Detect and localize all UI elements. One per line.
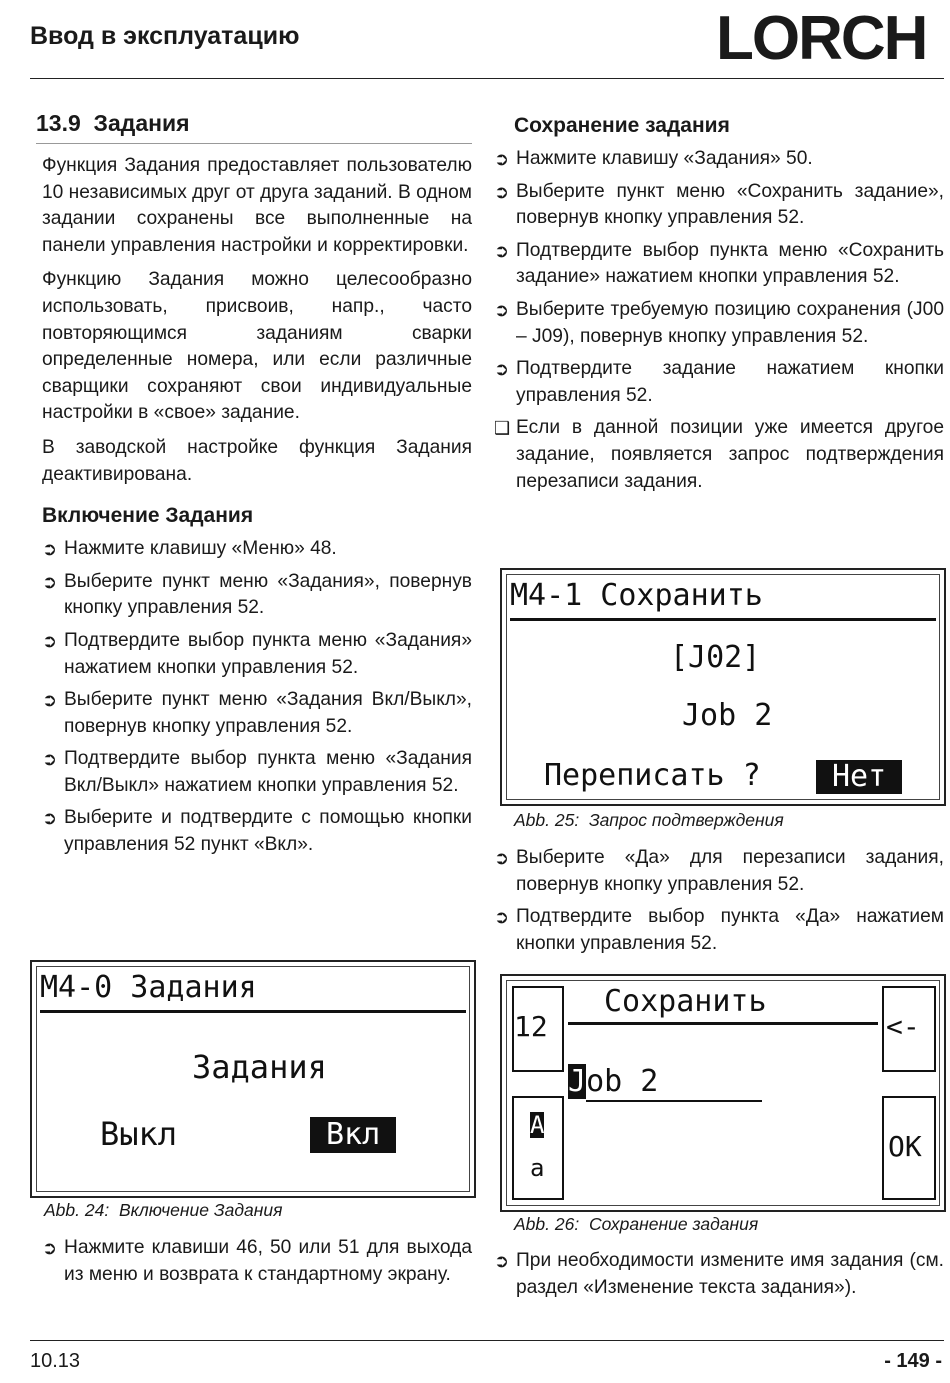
intro-paragraph: В заводской настройке функция Задания деактивирована. <box>42 436 472 485</box>
right-steps-2 <box>494 845 944 957</box>
lcd-overwrite-question: Переписать ? <box>544 758 761 793</box>
arrow-bullet-icon: ➲ <box>42 690 58 711</box>
header-divider <box>30 78 944 79</box>
backspace-arrow-icon: <- <box>886 1010 920 1043</box>
figure-caption <box>44 1200 282 1221</box>
lcd-key-case-toggle <box>512 1096 564 1200</box>
list-item: ➲ Подтвердите выбор пункта «Да» нажатием кнопки управления 52. <box>494 906 944 954</box>
list-item: ➲ Подтвердите выбор пункта меню «Задания Вкл/Выкл» нажатием кнопки управления 52. <box>42 748 472 796</box>
arrow-bullet-icon: ➲ <box>42 808 58 829</box>
checkbox-bullet-icon: ❑ <box>494 418 511 439</box>
list-item: ➲ Подтвердите выбор пункта меню «Задания» нажатием кнопки управления 52. <box>42 629 472 678</box>
left-final-step <box>42 1235 472 1288</box>
footer-version: 10.13 <box>30 1350 81 1372</box>
arrow-bullet-icon: ➲ <box>494 299 510 320</box>
arrow-bullet-icon: ➲ <box>42 539 58 560</box>
arrow-bullet-icon: ➲ <box>494 907 510 928</box>
key-label: OK <box>888 1130 922 1163</box>
lcd-key-backspace <box>882 986 936 1072</box>
figure-caption <box>514 1214 758 1235</box>
lcd-job-slot: [J02] <box>670 640 761 675</box>
list-item: ➲ Выберите пункт меню «Задания», повернув кнопку управления 52. <box>42 570 472 619</box>
right-final-step <box>494 1248 944 1301</box>
lcd-screen-overwrite-confirm <box>500 568 946 806</box>
lcd-screen-title: M4-0 Задания <box>40 970 257 1005</box>
arrow-bullet-icon: ➲ <box>494 240 510 261</box>
intro-paragraph: Функцию Задания можно целесообразно использовать, присвоив, напр., часто повторяющимся заданиям сварки определенные номера, или если различные сварщики сохраняют свои индивидуальные настройки в «свое» задание. <box>42 269 472 424</box>
lcd-screen-save-job-name <box>500 974 946 1212</box>
list-item: ➲ Нажмите клавишу «Задания» 50. <box>494 146 944 173</box>
lcd-title-underline <box>40 1010 466 1013</box>
lorch-logo: LORCH <box>716 4 927 73</box>
list-item: ➲ Выберите и подтвердите с помощью кнопки управления 52 пункт «Вкл». <box>42 807 472 856</box>
list-item: ➲ Выберите пункт меню «Задания Вкл/Выкл», повернув кнопку управления 52. <box>42 689 472 737</box>
case-upper: A <box>530 1111 545 1139</box>
text-cursor: J <box>568 1064 587 1099</box>
list-item: ➲ Нажмите клавиши 46, 50 или 51 для выхода из меню и возврата к стандартному экрану. <box>42 1237 472 1285</box>
list-item: ➲ Нажмите клавишу «Меню» 48. <box>42 536 472 563</box>
arrow-bullet-icon: ➲ <box>494 149 510 169</box>
lcd-title-underline <box>568 1022 878 1025</box>
page-header-title: Ввод в эксплуатацию <box>30 22 300 50</box>
right-column <box>494 112 944 495</box>
arrow-bullet-icon: ➲ <box>494 181 510 202</box>
caption-label: Abb. 26: <box>514 1214 580 1234</box>
arrow-bullet-icon: ➲ <box>42 571 58 592</box>
edit-text: ob 2 <box>586 1064 659 1099</box>
lcd-job-name: Job 2 <box>682 698 773 733</box>
caption-text: Сохранение задания <box>588 1214 759 1234</box>
arrow-bullet-icon: ➲ <box>494 848 510 868</box>
figure-caption <box>514 810 784 831</box>
lcd-title-underline <box>510 618 936 621</box>
intro-paragraph: Функция Задания предоставляет пользователю 10 независимых друг от друга заданий. В одном задании сохранены все выполненные на панели управления настройки и корректировки. <box>42 155 472 256</box>
note-item: ❑ Если в данной позиции уже имеется другое задание, появляется запрос подтверждения перезаписи задания. <box>494 417 944 492</box>
lcd-screen-title: Сохранить <box>604 984 767 1019</box>
list-item: ➲ Выберите «Да» для перезаписи задания, повернув кнопку управления 52. <box>494 847 944 895</box>
section-name: Задания <box>93 110 190 136</box>
arrow-bullet-icon: ➲ <box>494 1251 510 1271</box>
lcd-option-off: Выкл <box>100 1115 178 1153</box>
list-item: ➲ Подтвердите задание нажатием кнопки управления 52. <box>494 358 944 406</box>
list-item: ➲ Выберите требуемую позицию сохранения (J00 – J09), повернув кнопку управления 52. <box>494 298 944 347</box>
section-title <box>36 110 472 144</box>
arrow-bullet-icon: ➲ <box>42 630 58 651</box>
list-item: ➲ Подтвердите выбор пункта меню «Сохранить задание» нажатием кнопки управления 52. <box>494 239 944 288</box>
caption-label: Abb. 24: <box>44 1200 110 1220</box>
lcd-screen-jobs-toggle <box>30 960 476 1198</box>
arrow-bullet-icon: ➲ <box>42 749 58 770</box>
key-label: 12 <box>514 1010 548 1043</box>
list-item: ➲ При необходимости измените имя задания (см. раздел «Изменение текста задания»). <box>494 1250 944 1298</box>
lcd-center-label: Задания <box>192 1048 327 1086</box>
lcd-answer-no-selected: Нет <box>816 760 902 794</box>
arrow-bullet-icon: ➲ <box>494 359 510 380</box>
lcd-screen-title: M4-1 Сохранить <box>510 578 763 613</box>
lcd-option-on-selected: Вкл <box>310 1117 396 1153</box>
caption-label: Abb. 25: <box>514 810 580 830</box>
lcd-key-ok <box>882 1096 936 1200</box>
subheading-enable-jobs: Включение Задания <box>42 504 254 528</box>
lcd-job-name-edit <box>568 1064 658 1099</box>
footer-divider <box>30 1340 944 1341</box>
lcd-key-12 <box>512 986 564 1072</box>
caption-text: Запрос подтверждения <box>588 810 784 830</box>
caption-text: Включение Задания <box>118 1200 283 1220</box>
left-column <box>42 153 472 859</box>
case-lower: a <box>530 1154 545 1182</box>
list-item: ➲ Выберите пункт меню «Сохранить задание», повернув кнопку управления 52. <box>494 180 944 229</box>
arrow-bullet-icon: ➲ <box>42 1238 58 1258</box>
subheading-save-job: Сохранение задания <box>514 114 730 137</box>
page-number: - 149 - <box>884 1350 942 1372</box>
section-number: 13.9 <box>36 110 81 136</box>
edit-underline <box>586 1100 762 1102</box>
